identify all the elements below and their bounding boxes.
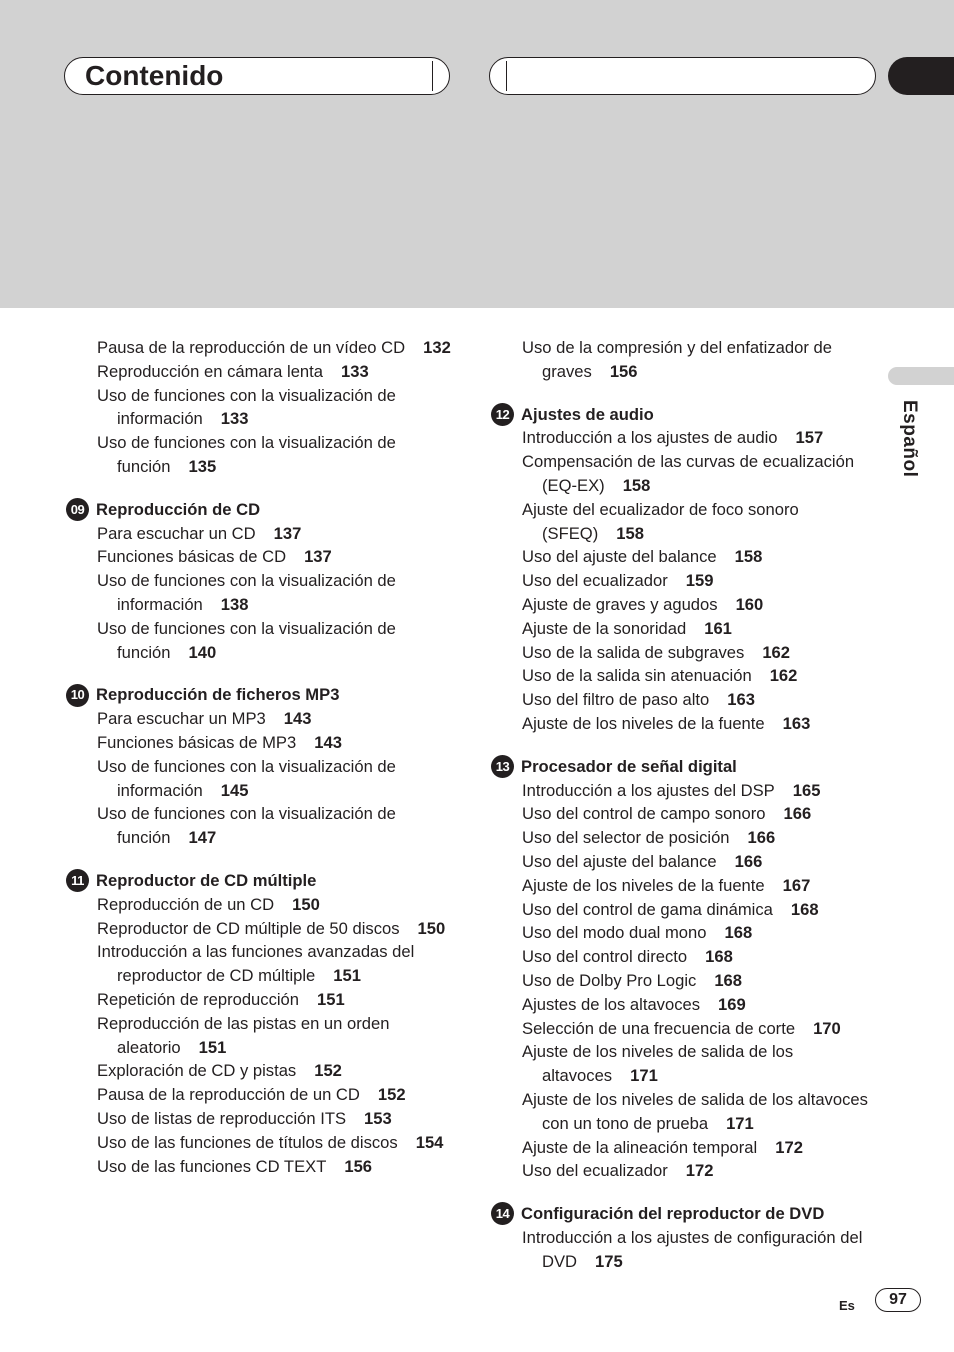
section-title: Reproducción de ficheros MP3	[96, 685, 340, 705]
toc-section	[491, 1202, 886, 1273]
toc-entry	[97, 893, 466, 917]
toc-section	[66, 683, 466, 850]
entry-page-number: 171	[630, 1066, 658, 1086]
toc-entry	[522, 545, 886, 569]
section-heading	[491, 1202, 886, 1226]
toc-section	[491, 403, 886, 736]
chapter-number-badge: 09	[66, 498, 89, 521]
toc-entry	[97, 988, 466, 1012]
toc-entry	[522, 426, 886, 450]
entry-page-number: 138	[220, 594, 249, 614]
entry-page-number: 168	[724, 923, 753, 943]
entry-text: Uso de funciones con la visualización de función	[97, 433, 396, 476]
entry-page-number: 168	[790, 899, 819, 919]
toc-entry	[97, 917, 466, 941]
section-heading	[491, 403, 886, 427]
toc-entry	[522, 450, 886, 498]
entry-text: Uso de listas de reproducción ITS	[97, 1108, 347, 1128]
toc-entry	[97, 731, 466, 755]
section-title: Configuración del reproductor de DVD	[521, 1204, 825, 1224]
entry-text: Pausa de la reproducción de un vídeo CD	[97, 338, 406, 357]
toc-entry	[522, 898, 886, 922]
entry-text: Reproducción de las pistas en un orden aleatorio	[97, 1013, 390, 1057]
section-title: Ajustes de audio	[521, 404, 654, 424]
toc-column-right	[491, 336, 886, 1292]
entry-page-number: 160	[735, 594, 764, 614]
entry-text: Ajustes de los altavoces	[522, 994, 701, 1014]
entry-page-number: 143	[314, 732, 342, 752]
toc-entry	[522, 826, 886, 850]
entry-text: Uso de la salida sin atenuación	[522, 666, 752, 686]
entry-page-number: 167	[782, 875, 811, 895]
entry-page-number: 171	[726, 1113, 754, 1133]
toc-section	[491, 755, 886, 1183]
toc-section	[66, 869, 466, 1178]
toc-entry	[522, 969, 886, 993]
section-title: Reproductor de CD múltiple	[96, 870, 317, 890]
toc-entry	[97, 1155, 466, 1179]
entry-page-number: 158	[622, 475, 651, 495]
toc-entry	[522, 1017, 886, 1041]
entry-page-number: 175	[595, 1251, 623, 1271]
entry-text: Compensación de las curvas de ecualización (EQ-EX)	[522, 452, 855, 495]
entry-text: Uso del control de campo sonoro	[522, 804, 766, 824]
toc-entry	[522, 874, 886, 898]
entry-page-number: 166	[734, 851, 763, 871]
toc-entry	[97, 360, 466, 384]
entry-text: Ajuste de los niveles de la fuente	[522, 713, 765, 733]
toc-column-left	[66, 336, 466, 1197]
entry-page-number: 156	[344, 1156, 373, 1176]
entry-page-number: 154	[415, 1132, 444, 1152]
toc-entry	[522, 1040, 886, 1088]
toc-entry	[522, 641, 886, 665]
toc-entry	[522, 688, 886, 712]
entry-text: Uso del control directo	[522, 947, 688, 967]
entry-page-number: 143	[283, 709, 312, 729]
entry-page-number: 172	[685, 1161, 714, 1181]
entry-page-number: 133	[220, 409, 249, 429]
edge-tab-grey	[888, 367, 954, 385]
toc-section	[66, 498, 466, 665]
toc-entry	[522, 921, 886, 945]
entry-text: Uso del ajuste del balance	[522, 547, 717, 567]
entry-text: Introducción a los ajustes de audio	[522, 428, 778, 448]
toc-entry	[522, 1159, 886, 1183]
entry-text: Uso del selector de posición	[522, 828, 730, 848]
entry-text: Uso de funciones con la visualización de función	[97, 804, 396, 848]
entry-text: Uso del ecualizador	[522, 571, 668, 591]
section-heading	[491, 755, 886, 779]
entry-text: Uso de funciones con la visualización de información	[97, 571, 396, 614]
entry-page-number: 158	[734, 547, 763, 567]
language-label: Español	[899, 400, 920, 478]
toc-entry	[97, 545, 466, 569]
entry-page-number: 137	[304, 547, 332, 567]
entry-text: Uso del ecualizador	[522, 1161, 668, 1181]
toc-entry	[522, 593, 886, 617]
entry-text: Ajuste de la alineación temporal	[522, 1137, 758, 1157]
section-heading	[66, 498, 466, 522]
toc-entry	[97, 940, 466, 988]
entry-page-number: 165	[792, 780, 821, 800]
entry-page-number: 153	[364, 1108, 392, 1128]
entry-text: Reproducción de un CD	[97, 894, 275, 914]
entry-text: Uso del modo dual mono	[522, 923, 707, 943]
entry-text: Ajuste del ecualizador de foco sonoro (SFEQ)	[522, 499, 799, 543]
entry-page-number: 163	[727, 690, 755, 710]
entry-text: Uso de la compresión y del enfatizador de graves	[522, 338, 832, 381]
entry-page-number: 156	[609, 361, 638, 381]
entry-text: Uso de las funciones CD TEXT	[97, 1156, 327, 1176]
entry-page-number: 166	[747, 828, 776, 848]
entry-text: Introducción a los ajustes de configuración del DVD	[522, 1227, 863, 1271]
section-title: Reproducción de CD	[96, 499, 261, 519]
entry-page-number: 147	[188, 828, 217, 848]
entry-page-number: 170	[813, 1018, 841, 1038]
header-right-box	[489, 57, 876, 95]
section-title: Procesador de señal digital	[521, 756, 737, 776]
toc-entry	[522, 712, 886, 736]
toc-entry	[97, 617, 466, 665]
entry-text: Uso de funciones con la visualización de información	[97, 385, 396, 429]
entry-page-number: 166	[783, 804, 812, 824]
entry-page-number: 162	[769, 666, 798, 686]
entry-page-number: 135	[188, 456, 217, 476]
entry-page-number: 151	[317, 989, 345, 1009]
entry-text: Uso del control de gama dinámica	[522, 899, 773, 919]
toc-entry	[522, 664, 886, 688]
entry-text: Para escuchar un MP3	[97, 709, 266, 729]
chapter-number-badge: 12	[491, 403, 514, 426]
entry-text: Para escuchar un CD	[97, 523, 256, 543]
footer-language-code: Es	[839, 1298, 855, 1313]
toc-entry	[97, 1131, 466, 1155]
toc-section	[66, 336, 466, 479]
entry-text: Introducción a las funciones avanzadas del reproductor de CD múltiple	[97, 942, 415, 986]
toc-entry	[97, 1107, 466, 1131]
toc-entry	[97, 569, 466, 617]
toc-entry	[97, 522, 466, 546]
entry-page-number: 137	[273, 523, 302, 543]
entry-page-number: 158	[616, 523, 644, 543]
page-number: 97	[875, 1288, 921, 1312]
page-title: Contenido	[85, 60, 224, 91]
entry-page-number: 150	[292, 894, 320, 914]
entry-page-number: 172	[775, 1137, 803, 1157]
entry-page-number: 152	[377, 1085, 406, 1105]
entry-text: Selección de una frecuencia de corte	[522, 1018, 796, 1038]
toc-entry	[97, 384, 466, 432]
entry-text: Introducción a los ajustes del DSP	[522, 780, 775, 800]
toc-entry	[522, 498, 886, 546]
toc-entry	[522, 802, 886, 826]
toc-entry	[522, 569, 886, 593]
entry-text: Ajuste de la sonoridad	[522, 618, 687, 638]
title-box	[64, 57, 450, 95]
entry-page-number: 151	[198, 1037, 227, 1057]
entry-page-number: 163	[782, 713, 811, 733]
entry-text: Ajuste de los niveles de salida de los altavoces	[522, 1042, 794, 1086]
chapter-number-badge: 11	[66, 869, 89, 892]
toc-entry	[522, 336, 886, 384]
entry-page-number: 145	[220, 780, 249, 800]
entry-text: Ajuste de los niveles de la fuente	[522, 875, 765, 895]
entry-page-number: 152	[314, 1061, 342, 1081]
entry-text: Pausa de la reproducción de un CD	[97, 1085, 360, 1105]
entry-page-number: 151	[333, 966, 361, 986]
entry-text: Uso de funciones con la visualización de función	[97, 618, 396, 662]
toc-entry	[97, 1059, 466, 1083]
toc-entry	[522, 779, 886, 803]
toc-section	[491, 336, 886, 384]
toc-entry	[522, 1088, 886, 1136]
toc-entry	[522, 1226, 886, 1274]
entry-page-number: 168	[714, 970, 743, 990]
entry-page-number: 159	[685, 571, 714, 591]
entry-text: Uso de funciones con la visualización de información	[97, 756, 396, 800]
entry-text: Uso de la salida de subgraves	[522, 642, 745, 662]
toc-entry	[97, 336, 466, 360]
entry-text: Funciones básicas de MP3	[97, 732, 297, 752]
toc-entry	[522, 617, 886, 641]
toc-entry	[97, 755, 466, 803]
toc-entry	[522, 993, 886, 1017]
toc-entry	[97, 431, 466, 479]
entry-page-number: 133	[341, 361, 369, 381]
toc-entry	[522, 850, 886, 874]
entry-text: Repetición de reproducción	[97, 989, 300, 1009]
toc-entry	[97, 802, 466, 850]
entry-text: Uso de las funciones de títulos de discos	[97, 1132, 398, 1152]
chapter-number-badge: 14	[491, 1202, 514, 1225]
entry-text: Funciones básicas de CD	[97, 547, 287, 567]
entry-page-number: 161	[704, 618, 732, 638]
toc-entry	[97, 707, 466, 731]
entry-page-number: 150	[417, 918, 446, 938]
entry-text: Uso del ajuste del balance	[522, 851, 717, 871]
right-box-divider	[506, 61, 507, 91]
entry-page-number: 157	[795, 428, 824, 448]
header-band	[0, 0, 954, 308]
entry-page-number: 132	[423, 338, 451, 357]
section-heading	[66, 869, 466, 893]
chapter-number-badge: 10	[66, 684, 89, 707]
entry-page-number: 169	[718, 994, 746, 1014]
entry-text: Uso del filtro de paso alto	[522, 690, 710, 710]
entry-page-number: 162	[762, 642, 790, 662]
section-heading	[66, 683, 466, 707]
edge-tab-black	[888, 57, 954, 95]
entry-text: Reproducción en cámara lenta	[97, 361, 323, 381]
entry-text: Ajuste de los niveles de salida de los altavoces con un tono de prueba	[522, 1089, 868, 1133]
entry-page-number: 140	[188, 642, 217, 662]
entry-text: Reproductor de CD múltiple de 50 discos	[97, 918, 400, 938]
toc-entry	[522, 945, 886, 969]
title-box-divider	[432, 61, 433, 91]
toc-entry	[97, 1012, 466, 1060]
entry-text: Exploración de CD y pistas	[97, 1061, 297, 1081]
chapter-number-badge: 13	[491, 755, 514, 778]
entry-page-number: 168	[705, 947, 733, 967]
toc-entry	[522, 1136, 886, 1160]
entry-text: Ajuste de graves y agudos	[522, 594, 718, 614]
toc-entry	[97, 1083, 466, 1107]
entry-text: Uso de Dolby Pro Logic	[522, 970, 697, 990]
